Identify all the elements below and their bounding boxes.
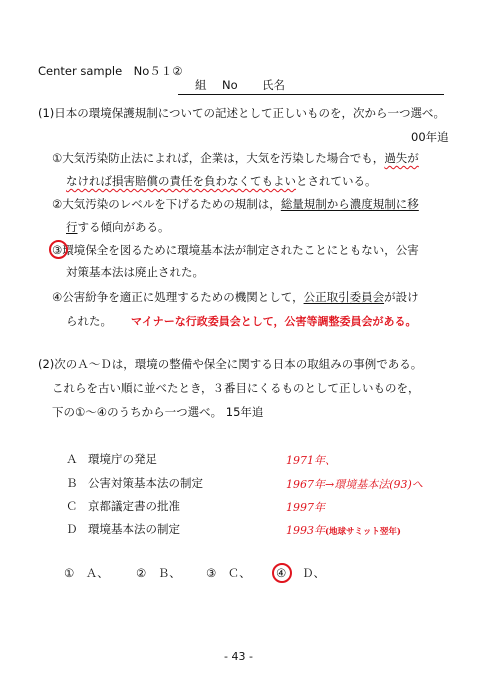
- q1-stem: (1)日本の環境保護規制についての記述として正しいものを，次から一つ選べ。: [38, 106, 446, 120]
- q2-item-c-note: 1997年: [286, 501, 325, 514]
- q1-option-4-line2: られた。: [66, 314, 112, 328]
- q2-item-d-text: 環境基本法の制定: [88, 522, 180, 536]
- name-underline: [178, 94, 444, 95]
- q2-choice-1: ① Ａ、: [64, 566, 109, 580]
- q2-item-a-text: 環境庁の発足: [88, 452, 157, 466]
- q1-option-4-line1: ④公害紛争を適正に処理するための機関として，公正取引委員会が設け: [52, 290, 419, 304]
- q2-choice-4-letter: Ｄ、: [302, 566, 325, 580]
- page-number: - 43 -: [224, 650, 253, 663]
- q2-item-b-letter: Ｂ: [66, 476, 78, 490]
- q2-item-b-note: 1967年→環境基本法(93)へ: [286, 478, 423, 491]
- worksheet-title: Center sample No５１②: [38, 64, 183, 78]
- q2-item-c-letter: Ｃ: [66, 499, 78, 513]
- q1-option-1-line1: ①大気汚染防止法によれば，企業は，大気を汚染した場合でも，過失が: [52, 151, 419, 165]
- q1-option-2-line1: ②大気汚染のレベルを下げるための規制は，総量規制から濃度規制に移: [52, 197, 419, 211]
- q1-option-3-line1: ③環境保全を図るために環境基本法が制定されたことにともない，公害: [52, 243, 419, 257]
- q2-choice-2: ② Ｂ、: [136, 566, 181, 580]
- q2-choice-4-marker: ④: [276, 566, 287, 580]
- name-label: 氏名: [262, 78, 285, 92]
- answer-circle-q1: [49, 240, 68, 259]
- q2-choice-3: ③ Ｃ、: [206, 566, 251, 580]
- q2-item-a-letter: Ａ: [66, 452, 78, 466]
- q1-option-1-line2: なければ損害賠償の責任を負わなくてもよいとされている。: [66, 174, 377, 188]
- q2-item-c-text: 京都議定書の批准: [88, 499, 180, 513]
- q2-stem-line2: これらを古い順に並べたとき，３番目にくるものとして正しいものを，: [52, 381, 420, 395]
- answer-circle-q2: [272, 563, 292, 583]
- class-label: 組: [195, 78, 207, 92]
- q2-item-a-note: 1971年、: [286, 454, 336, 467]
- q2-item-d-note: 1993年(地球サミット翌年): [286, 524, 401, 537]
- q1-year: 00年追: [411, 130, 449, 144]
- q2-item-d-letter: Ｄ: [66, 522, 78, 536]
- q2-stem-line3: 下の①～④のうちから一つ選べ。 15年追: [52, 405, 264, 419]
- q1-option-3-line2: 対策基本法は廃止された。: [66, 265, 204, 279]
- q1-option-3-marker: ③: [52, 243, 63, 257]
- q2-stem-line1: (2)次のＡ～Ｄは，環境の整備や保全に関する日本の取組みの事例である。: [38, 357, 423, 371]
- number-label: No: [222, 78, 238, 92]
- q2-item-b-text: 公害対策基本法の制定: [88, 476, 203, 490]
- q1-option-4-note: マイナーな行政委員会として，公害等調整委員会がある。: [131, 315, 417, 328]
- q1-option-2-line2: 行する傾向がある。: [66, 220, 170, 234]
